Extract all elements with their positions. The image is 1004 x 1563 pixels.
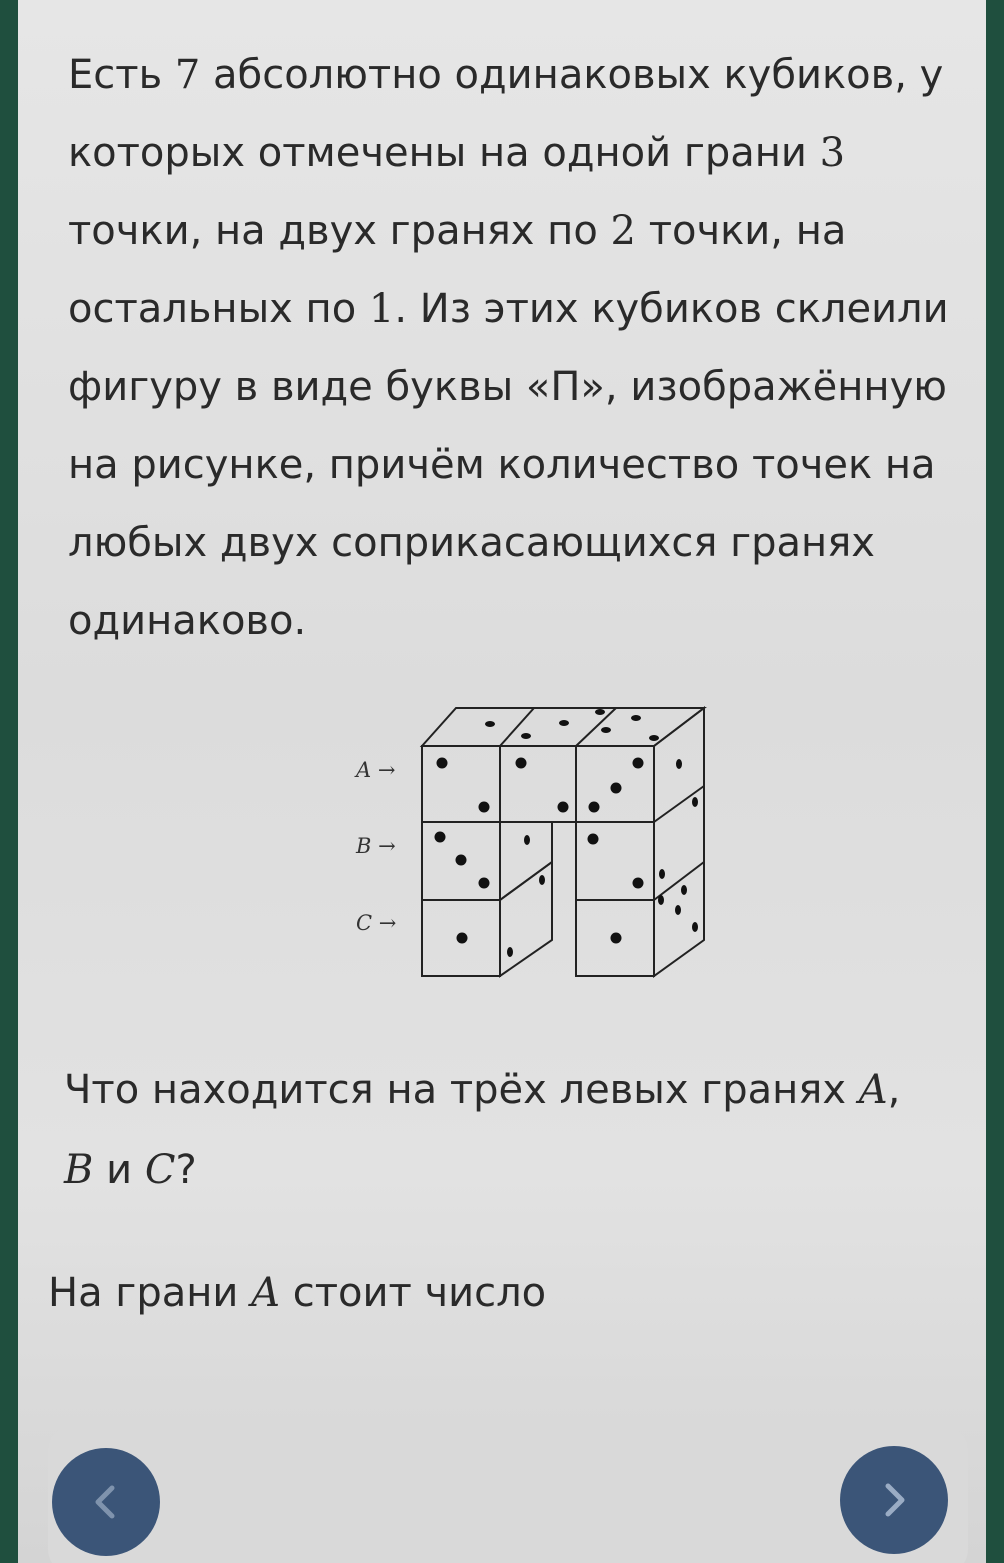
cube-front-face	[422, 746, 500, 822]
label-c: C →	[356, 911, 397, 935]
right-side-face	[654, 708, 704, 976]
label-a: A →	[356, 758, 396, 782]
cube-front-face	[576, 822, 654, 900]
label-b: B →	[356, 834, 396, 858]
problem-statement: Есть 7 абсолютно одинаковых кубиков, у которых отмечены на одной грани 3 точки, на двух гранях по 2 точки, на остальных по 1. Из этих кубиков склеили фигуру в виде буквы «П», изображённую на рисунке, причём количество точек на любых двух соприкасающихся гранях одинаково.	[68, 52, 949, 644]
cube-p-figure	[338, 690, 718, 990]
chevron-left-icon	[84, 1480, 128, 1524]
previous-button[interactable]	[52, 1448, 160, 1556]
bottom-panel	[48, 1425, 968, 1563]
next-button[interactable]	[840, 1446, 948, 1554]
question-text: Что находится на трёх левых гранях A, B и C?	[64, 1067, 901, 1193]
answer-prompt: На грани A стоит число	[48, 1270, 547, 1316]
task-screen	[18, 0, 986, 1563]
chevron-right-icon	[872, 1478, 916, 1522]
